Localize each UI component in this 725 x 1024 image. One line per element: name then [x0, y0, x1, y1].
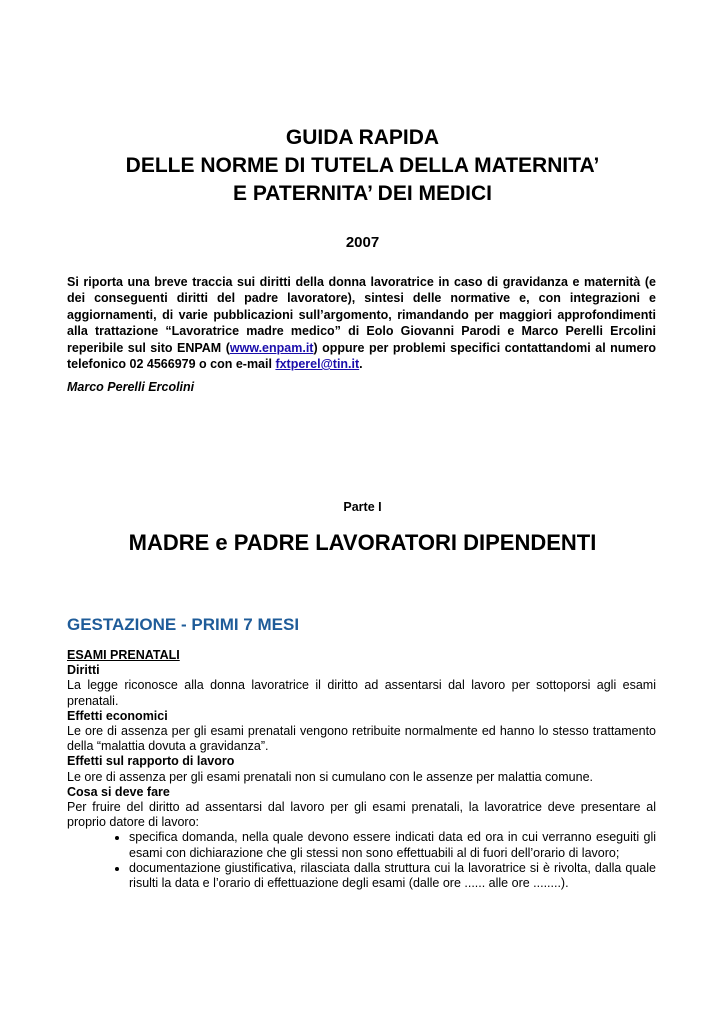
rapporto-text: Le ore di assenza per gli esami prenatali non si cumulano con le assenze per malattia comune. [67, 769, 593, 784]
list-item: • specifica domanda, nella quale devono essere indicati data ed ora in cui verranno eseguiti gli esami con dichiarazione che gli stessi non sono effettuabili al di fuori dell’orario di lavoro; [129, 830, 656, 860]
requirements-list [67, 830, 656, 891]
part-label: Parte I [343, 500, 382, 514]
title-line-2: DELLE NORME DI TUTELA DELLA MATERNITA’ [125, 154, 600, 177]
list-item: • documentazione giustificativa, rilasciata dalla struttura cui la lavoratrice si è rivolta, dalla quale risulti la data e l’orario di effettuazione degli esami (dalle ore ...... alle ore ........). [129, 861, 656, 891]
intro-text-2: ) oppure per problemi specifici contattandomi al numero telefonico 02 4566979 o con e-mail [67, 340, 656, 372]
cosa-label: Cosa si deve fare [67, 784, 170, 799]
author-name: Marco Perelli Ercolini [67, 380, 195, 394]
content-body [67, 648, 656, 891]
title-line-1: GUIDA RAPIDA [285, 126, 440, 149]
email-link[interactable]: fxtperel@tin.it [275, 357, 360, 372]
rapporto-label: Effetti sul rapporto di lavoro [67, 754, 235, 769]
content-section-title: ESAMI PRENATALI [67, 648, 180, 662]
intro-text-3: . [359, 357, 363, 372]
effetti-text: Le ore di assenza per gli esami prenatali vengono retribuite normalmente ed hanno lo stesso trattamento della “malattia dovuta a gravidanza”. [67, 724, 656, 754]
subsection-heading: GESTAZIONE - PRIMI 7 MESI [67, 615, 300, 634]
enpam-link[interactable]: www.enpam.it [229, 340, 314, 355]
cosa-text: Per fruire del diritto ad assentarsi dal lavoro per gli esami prenatali, la lavoratrice deve presentare al proprio datore di lavoro: [67, 800, 656, 830]
document-title [0, 124, 725, 208]
diritti-label: Diritti [67, 663, 100, 678]
section-heading: MADRE e PADRE LAVORATORI DIPENDENTI [128, 530, 597, 555]
effetti-label: Effetti economici [67, 708, 168, 723]
intro-text-1: Si riporta una breve traccia sui diritti della donna lavoratrice in caso di gravidanza e maternità (e dei conseguenti diritti del padre lavoratore), sintesi delle normative e, con integrazioni e aggiornamenti, di varie pubblicazioni sull’argomento, rimandando per maggiori approfondimenti alla trattazione “Lavoratrice madre medico” di Eolo Giovanni Parodi e Marco Perelli Ercolini reperibile sul sito ENPAM ( [67, 275, 656, 355]
document-year: 2007 [345, 234, 380, 251]
diritti-text: La legge riconosce alla donna lavoratrice il diritto ad assentarsi dal lavoro per sottoporsi agli esami prenatali. [67, 678, 656, 708]
title-line-3: E PATERNITA’ DEI MEDICI [232, 182, 493, 205]
intro-paragraph [67, 274, 656, 372]
